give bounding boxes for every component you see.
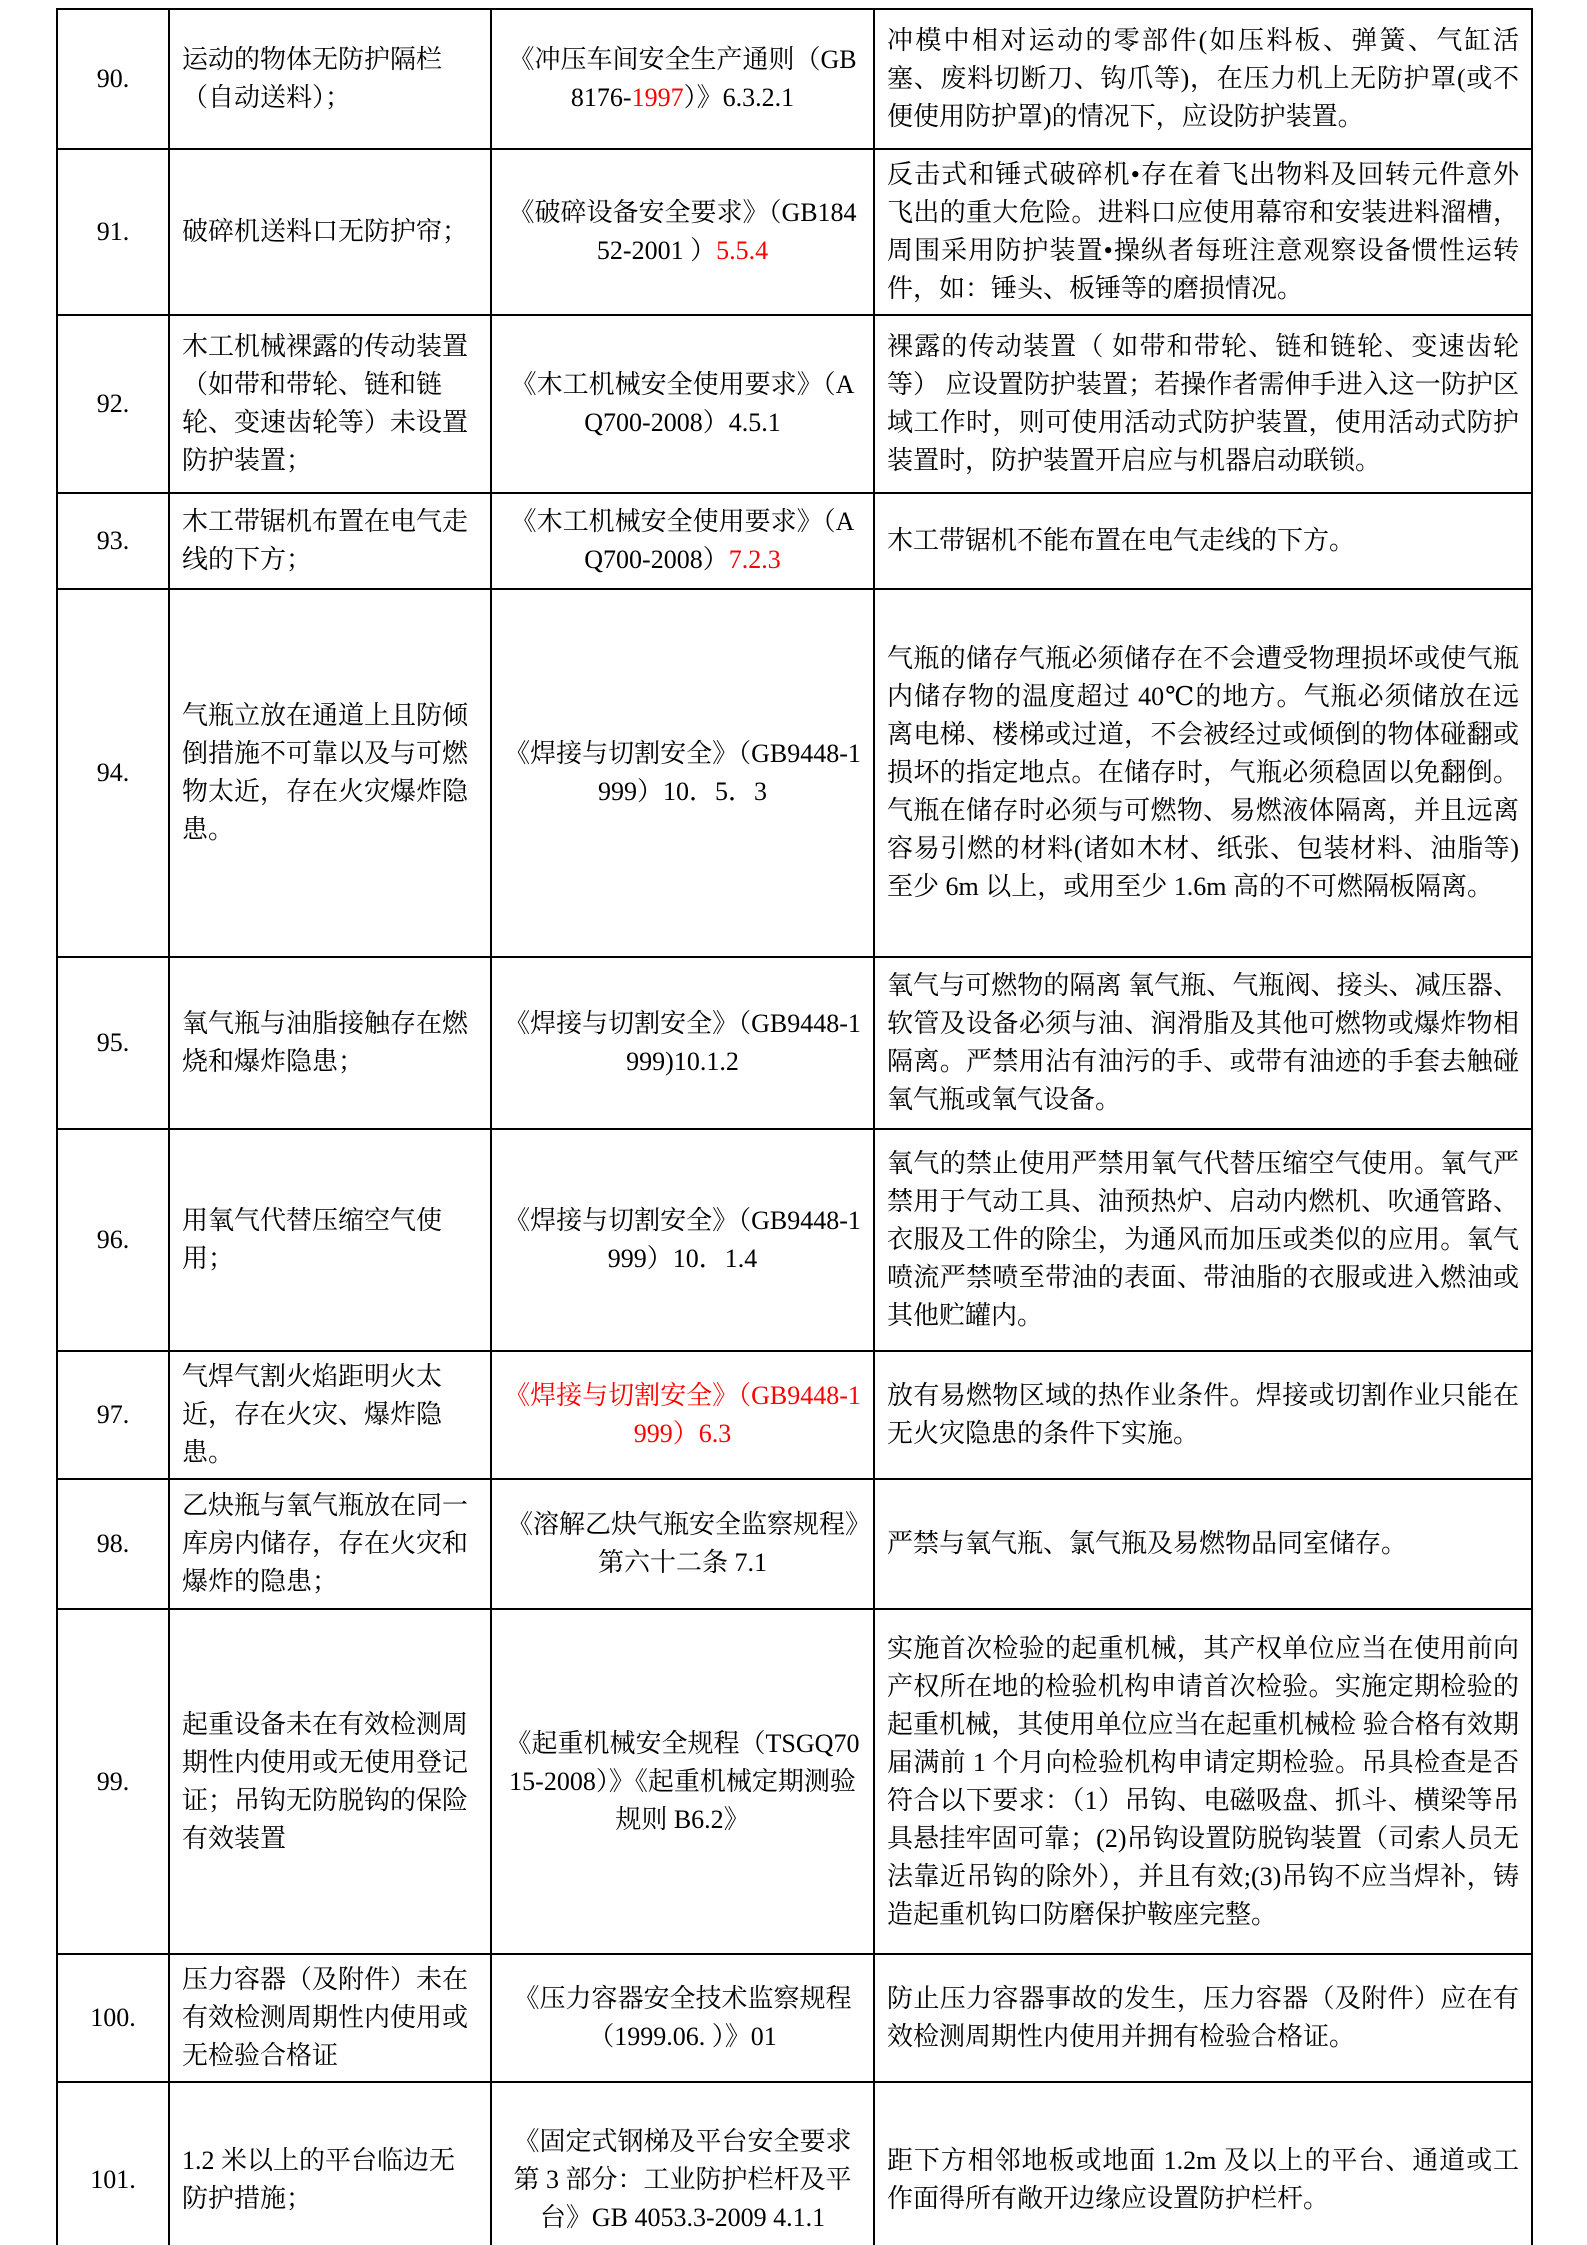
row-number-cell: 97. xyxy=(57,1351,169,1479)
explanation-cell: 裸露的传动装置（ 如带和带轮、链和链轮、变速齿轮等） 应设置防护装置；若操作者需伸手进入这一防护区域工作时，则可使用活动式防护装置，使用活动式防护装置时，防护装置开启应与机器启动联锁。 xyxy=(874,315,1532,493)
standard-reference-cell xyxy=(491,1129,874,1351)
standard-clause-highlight: 5.5.4 xyxy=(716,236,769,265)
standard-clause-text: 《木工机械安全使用要求》（AQ700-2008）4.5.1 xyxy=(510,370,855,437)
explanation-cell: 氧气的禁止使用严禁用氧气代替压缩空气使用。氧气严禁用于气动工具、油预热炉、启动内燃机、吹通管路、衣服及工件的除尘，为通风而加压或类似的应用。氧气喷流严禁喷至带油的表面、带油脂的衣服或进入燃油或其他贮罐内。 xyxy=(874,1129,1532,1351)
table-row xyxy=(57,589,1532,957)
hazard-description-cell: 破碎机送料口无防护帘； xyxy=(169,149,491,315)
standard-clause-highlight: 1997 xyxy=(631,83,684,112)
row-number-cell: 93. xyxy=(57,493,169,589)
table-row xyxy=(57,1479,1532,1609)
standard-clause-text: 《破碎设备安全要求》（GB18452-2001 ） xyxy=(508,198,857,265)
standard-clause-text: 《溶解乙炔气瓶安全监察规程》第六十二条 7.1 xyxy=(506,1510,858,1577)
hazard-description-cell: 气瓶立放在通道上且防倾倒措施不可靠以及与可燃物太近，存在火灾爆炸隐患。 xyxy=(169,589,491,957)
table-body xyxy=(57,9,1532,2245)
hazard-description-cell: 起重设备未在有效检测周期性内使用或无使用登记证；吊钩无防脱钩的保险有效装置 xyxy=(169,1609,491,1954)
safety-hazard-table xyxy=(56,8,1533,2245)
row-number-cell: 99. xyxy=(57,1609,169,1954)
row-number-cell: 90. xyxy=(57,9,169,149)
standard-clause-text: 《焊接与切割安全》（GB9448-1999）10．1.4 xyxy=(504,1206,861,1273)
row-number-cell: 91. xyxy=(57,149,169,315)
explanation-cell: 气瓶的储存气瓶必须储存在不会遭受物理损坏或使气瓶内储存物的温度超过 40℃的地方。气瓶必须储放在远离电梯、楼梯或过道，不会被经过或倾倒的物体碰翻或损坏的指定地点。在储存时，气瓶必须稳固以免翻倒。气瓶在储存时必须与可燃物、易燃液体隔离，并且远离容易引燃的材料(诸如木材、纸张、包装材料、油脂等)至少 6m 以上，或用至少 1.6m 高的不可燃隔板隔离。 xyxy=(874,589,1532,957)
standard-reference-cell xyxy=(491,9,874,149)
explanation-cell: 木工带锯机不能布置在电气走线的下方。 xyxy=(874,493,1532,589)
explanation-cell: 距下方相邻地板或地面 1.2m 及以上的平台、通道或工作面得所有敞开边缘应设置防护栏杆。 xyxy=(874,2082,1532,2245)
hazard-description-cell: 1.2 米以上的平台临边无防护措施； xyxy=(169,2082,491,2245)
explanation-cell: 反击式和锤式破碎机•存在着飞出物料及回转元件意外飞出的重大危险。进料口应使用幕帘和安装进料溜槽，周围采用防护装置•操纵者每班注意观察设备惯性运转件，如：锤头、板锤等的磨损情况。 xyxy=(874,149,1532,315)
row-number-cell: 98. xyxy=(57,1479,169,1609)
table-row xyxy=(57,1954,1532,2082)
standard-clause-text: 《冲压车间安全生产通则（GB 8176- xyxy=(508,45,857,112)
standard-clause-highlight: 《焊接与切割安全》（GB9448-1999）6.3 xyxy=(504,1381,861,1448)
standard-reference-cell xyxy=(491,1609,874,1954)
standard-clause-text: 《焊接与切割安全》（GB9448-1999）10．5．3 xyxy=(504,739,861,806)
hazard-description-cell: 运动的物体无防护隔栏（自动送料）； xyxy=(169,9,491,149)
standard-reference-cell xyxy=(491,493,874,589)
table-row xyxy=(57,1609,1532,1954)
table-row xyxy=(57,957,1532,1129)
row-number-cell: 101. xyxy=(57,2082,169,2245)
table-row xyxy=(57,1129,1532,1351)
explanation-cell: 实施首次检验的起重机械，其产权单位应当在使用前向产权所在地的检验机构申请首次检验。实施定期检验的起重机械，其使用单位应当在起重机械检 验合格有效期届满前 1 个月向检验机构申请定期检验。吊具检查是否符合以下要求：（1）吊钩、电磁吸盘、抓斗、横梁等吊具悬挂牢固可靠；(2)吊钩设置防脱钩装置（司索人员无法靠近吊钩的除外），并且有效;(3)吊钩不应当焊补，铸造起重机钩口防磨保护鞍座完整。 xyxy=(874,1609,1532,1954)
standard-clause-text: 《固定式钢梯及平台安全要求第 3 部分：工业防护栏杆及平台》GB 4053.3-2009 4.1.1 xyxy=(513,2126,852,2232)
standard-clause-text: 《焊接与切割安全》（GB9448-1999)10.1.2 xyxy=(504,1009,861,1076)
table-row xyxy=(57,315,1532,493)
hazard-description-cell: 压力容器（及附件）未在有效检测周期性内使用或无检验合格证 xyxy=(169,1954,491,2082)
row-number-cell: 92. xyxy=(57,315,169,493)
row-number-cell: 100. xyxy=(57,1954,169,2082)
standard-clause-text: 《木工机械安全使用要求》（AQ700-2008） xyxy=(510,507,855,574)
explanation-cell: 防止压力容器事故的发生，压力容器（及附件）应在有效检测周期性内使用并拥有检验合格证。 xyxy=(874,1954,1532,2082)
explanation-cell: 冲模中相对运动的零部件(如压料板、弹簧、气缸活塞、废料切断刀、钩爪等)，在压力机上无防护罩(或不便使用防护罩)的情况下，应设防护装置。 xyxy=(874,9,1532,149)
standard-reference-cell xyxy=(491,2082,874,2245)
hazard-description-cell: 木工机械裸露的传动装置（如带和带轮、链和链轮、变速齿轮等）未设置防护装置； xyxy=(169,315,491,493)
standard-clause-text: 《压力容器安全技术监察规程 （1999.06. ）》01 xyxy=(513,1984,852,2051)
row-number-cell: 94. xyxy=(57,589,169,957)
standard-reference-cell xyxy=(491,315,874,493)
standard-reference-cell xyxy=(491,589,874,957)
standard-reference-cell xyxy=(491,1954,874,2082)
standard-clause-text: ）》6.3.2.1 xyxy=(683,83,795,112)
hazard-description-cell: 木工带锯机布置在电气走线的下方； xyxy=(169,493,491,589)
standard-clause-text: 《起重机械安全规程（TSGQ7015-2008）》《起重机械定期测验规则 B6.2》 xyxy=(505,1728,860,1834)
table-row xyxy=(57,1351,1532,1479)
hazard-description-cell: 气焊气割火焰距明火太近，存在火灾、爆炸隐患。 xyxy=(169,1351,491,1479)
table-row xyxy=(57,9,1532,149)
table-row xyxy=(57,149,1532,315)
explanation-cell: 放有易燃物区域的热作业条件。焊接或切割作业只能在无火灾隐患的条件下实施。 xyxy=(874,1351,1532,1479)
row-number-cell: 96. xyxy=(57,1129,169,1351)
hazard-description-cell: 氧气瓶与油脂接触存在燃烧和爆炸隐患； xyxy=(169,957,491,1129)
hazard-description-cell: 乙炔瓶与氧气瓶放在同一库房内储存，存在火灾和爆炸的隐患； xyxy=(169,1479,491,1609)
standard-reference-cell xyxy=(491,1351,874,1479)
standard-clause-highlight: 7.2.3 xyxy=(728,545,781,574)
standard-reference-cell xyxy=(491,1479,874,1609)
table-row xyxy=(57,2082,1532,2245)
table-row xyxy=(57,493,1532,589)
explanation-cell: 严禁与氧气瓶、氯气瓶及易燃物品同室储存。 xyxy=(874,1479,1532,1609)
standard-reference-cell xyxy=(491,149,874,315)
standard-reference-cell xyxy=(491,957,874,1129)
hazard-description-cell: 用氧气代替压缩空气使用； xyxy=(169,1129,491,1351)
row-number-cell: 95. xyxy=(57,957,169,1129)
explanation-cell: 氧气与可燃物的隔离 氧气瓶、气瓶阀、接头、减压器、软管及设备必须与油、润滑脂及其他可燃物或爆炸物相隔离。严禁用沾有油污的手、或带有油迹的手套去触碰氧气瓶或氧气设备。 xyxy=(874,957,1532,1129)
